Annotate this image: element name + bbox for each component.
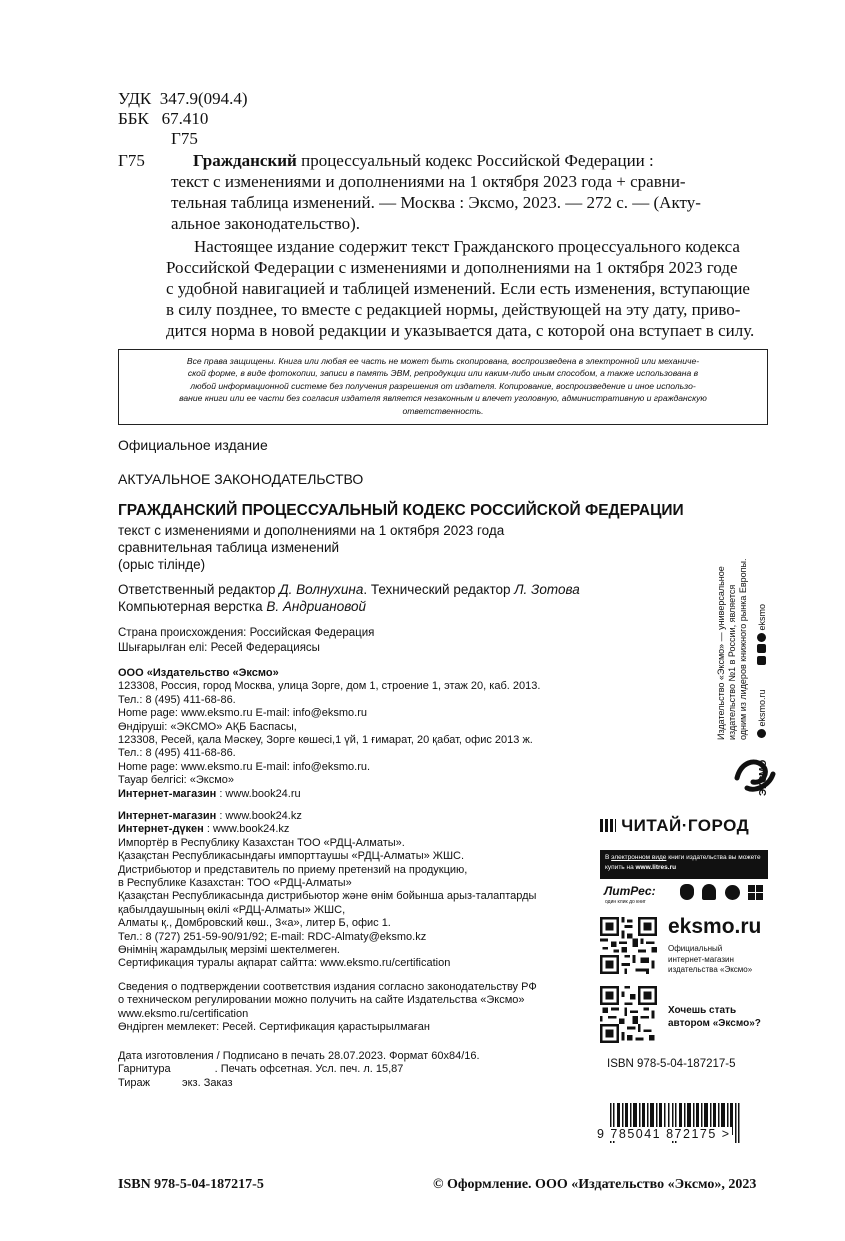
footer-isbn: ISBN 978-5-04-187217-5 <box>118 1177 264 1192</box>
eksmo-shop-desc <box>668 944 752 976</box>
series-name: АКТУАЛЬНОЕ ЗАКОНОДАТЕЛЬСТВО <box>118 471 364 487</box>
footer-copyright: © Оформление. ООО «Издательство «Эксмо», 2023 <box>433 1177 757 1192</box>
rights-line: вание книги или ее части без согласия издателя является незаконным и влечет уголовную, административную и гражданскую <box>179 393 707 404</box>
annotation-line: тельная таблица изменений. — Москва : Эксмо, 2023. — 272 с. — (Акту- <box>171 193 701 212</box>
rights-line: ответственность. <box>402 405 484 416</box>
kz-line: қабылдаушының өкілі «РДЦ-Алматы» ЖШС, <box>118 903 346 916</box>
description-line: дится норма в новой редакции и указывается дата, с которой она вступает в силу. <box>166 321 755 340</box>
litres-tagline: один клик до книг <box>605 899 646 905</box>
eksmo-site: eksmo.ru <box>668 915 762 938</box>
publisher-line: Home page: www.eksmo.ru E-mail: info@eksmo.ru <box>118 707 367 720</box>
kz-line: Сертификация туралы ақпарат сайтта: www.eksmo.ru/certification <box>118 957 451 970</box>
slogan-line: одним из лидеров книжного рынка Европы. <box>738 558 748 740</box>
kz-line: Қазақстан Республикасындағы импорттаушы «РДЦ-Алматы» ЖШС. <box>118 850 465 863</box>
official-edition: Официальное издание <box>118 437 268 453</box>
udk-label: УДК <box>118 89 152 108</box>
blackberry-icon <box>725 885 740 900</box>
print-method: . Печать офсетная. Усл. печ. л. 15,87 <box>214 1063 404 1076</box>
layout-line <box>118 598 580 615</box>
shop-desc-line: интернет-магазин <box>668 954 734 964</box>
resp-editor-label: Ответственный редактор <box>118 582 280 597</box>
shop-label: Интернет-магазин <box>118 787 217 800</box>
bbk-value: 67.410 <box>161 109 209 128</box>
shop-desc-line: Официальный <box>668 944 723 953</box>
vk-icon <box>757 656 766 665</box>
litres-url: www.litres.ru <box>635 864 677 871</box>
subtitle <box>118 522 504 573</box>
litres-line-1 <box>605 853 763 863</box>
eksmo-logo-text: ЭКСМО <box>758 759 769 796</box>
globe-icon <box>757 729 766 738</box>
publisher-line: Өндіруші: «ЭКСМО» АҚБ Баспасы, <box>118 720 297 733</box>
subtitle-line: (орыс тілінде) <box>118 557 206 572</box>
author-line: автором «Эксмо»? <box>668 1018 761 1029</box>
publisher-line: Тауар белгісі: «Эксмо» <box>118 774 235 787</box>
bbk-label: ББК <box>118 109 149 128</box>
litres-buy: купить на <box>605 864 636 871</box>
publisher-line: Home page: www.eksmo.ru E-mail: info@eksmo.ru. <box>118 760 371 773</box>
litres-line-2 <box>605 863 763 873</box>
tech-editor-label: . Технический редактор <box>363 582 515 597</box>
subtitle-line: сравнительная таблица изменений <box>118 540 340 555</box>
annotation-description <box>166 236 768 341</box>
layout-name: В. Андриановой <box>266 599 366 614</box>
kz-line: Тел.: 8 (727) 251-59-90/91/92; E-mail: RDC-Almaty@eksmo.kz <box>118 930 427 943</box>
kz-shop2-line <box>118 823 536 836</box>
author-line: Хочешь стать <box>668 1005 737 1016</box>
run-label: Тираж <box>118 1076 150 1089</box>
author-invite <box>668 1004 761 1030</box>
cert-line: о техническом регулировании можно получить на сайте Издательства «Эксмо» <box>118 994 525 1007</box>
chitai-gorod-logo <box>600 816 749 836</box>
description-line: Российской Федерации с изменениями и дополнениями на 1 октября 2023 годе <box>166 258 738 277</box>
publisher-line: 123308, Ресей, қала Мәскеу, Зорге көшесі,1 үй, 1 ғимарат, 20 қабат, офис 2013 ж. <box>118 734 533 747</box>
kz-shop2-value: : www.book24.kz <box>203 823 290 836</box>
annotation <box>171 150 768 234</box>
origin <box>118 626 374 656</box>
annotation-line: текст с изменениями и дополнениями на 1 октября 2023 года + сравни- <box>171 172 686 191</box>
rights-line: любой информационной системе без получения разрешения от издателя. Копирование, воспроизведение и иное использо- <box>190 380 696 391</box>
book-title: ГРАЖДАНСКИЙ ПРОЦЕССУАЛЬНЫЙ КОДЕКС РОССИЙСКОЙ ФЕДЕРАЦИИ <box>118 502 684 519</box>
subtitle-line: текст с изменениями и дополнениями на 1 октября 2023 года <box>118 523 505 538</box>
author-sign: Г75 <box>171 129 198 148</box>
publisher-line: 123308, Россия, город Москва, улица Зорге, дом 1, строение 1, этаж 20, каб. 2013. <box>118 680 541 693</box>
social-line <box>757 604 768 665</box>
order-label: экз. Заказ <box>181 1076 233 1089</box>
kz-line: Импортёр в Республику Казахстан ТОО «РДЦ-Алматы». <box>118 836 405 849</box>
right-isbn: ISBN 978-5-04-187217-5 <box>607 1058 736 1070</box>
kz-line: в Республике Казахстан: ТОО «РДЦ-Алматы» <box>118 877 352 890</box>
editors-line <box>118 581 580 598</box>
resp-editor-name: Д. Волнухина <box>279 582 364 597</box>
origin-line: Страна происхождения: Российская Федерация <box>118 627 375 639</box>
print-line-2 <box>118 1063 480 1076</box>
print-line: Дата изготовления / Подписано в печать 28.07.2023. Формат 60x84/16. <box>118 1050 480 1062</box>
ok-icon <box>757 644 766 653</box>
print-block <box>118 1050 480 1090</box>
origin-line: Шығарылған елі: Ресей Федерациясы <box>118 642 320 654</box>
rights-line: Все права защищены. Книга или любая ее часть не может быть скопирована, воспроизведена в электронной или механиче- <box>186 356 700 366</box>
site-handle: eksmo.ru <box>757 689 767 727</box>
kz-line: Қазақстан Республикасында дистрибьютор және өнім бойынша арыз-талаптарды <box>118 890 537 903</box>
udk-value: 347.9(094.4) <box>159 89 248 108</box>
kz-line: Дистрибьютор и представитель по приему претензий на продукцию, <box>118 863 468 876</box>
publisher-line: Тел.: 8 (495) 411-68-86. <box>118 747 236 760</box>
annotation-sign: Г75 <box>118 151 145 170</box>
kz-block <box>118 810 536 971</box>
slogan-line: Издательство «Эксмо» — универсальное <box>716 566 726 740</box>
annotation-title-line <box>171 150 768 171</box>
publisher-line: Тел.: 8 (495) 411-68-86. <box>118 693 236 706</box>
kz-line: Алматы қ., Домбровский көш., 3«а», литер Б, офис 1. <box>118 917 391 930</box>
tech-editor-name: Л. Зотова <box>514 582 580 597</box>
litres-prefix: В <box>605 854 612 861</box>
litres-link: электронном виде <box>611 854 667 861</box>
print-line-3 <box>118 1077 480 1090</box>
bbk-line <box>118 108 208 129</box>
annotation-line: альное законодательство). <box>171 214 361 233</box>
cert-line: Сведения о подтверждении соответствия издания согласно законодательству РФ <box>118 981 537 993</box>
chitai-gorod-name: ЧИТАЙ·ГОРОД <box>621 816 750 835</box>
udk-line <box>118 88 248 109</box>
publisher-name: ООО «Издательство «Эксмо» <box>118 667 279 679</box>
kz-line: Өнімнің жарамдылық мерзімі шектелмеген. <box>118 944 340 957</box>
cert-block <box>118 981 537 1035</box>
kz-shop2-label: Интернет-дүкен <box>118 823 204 836</box>
litres-logo: ЛитРес: <box>604 884 656 898</box>
description-line: с удобной навигацией и таблицей изменений. Если есть изменения, вступающие <box>166 279 750 298</box>
store-icons <box>680 884 763 905</box>
kz-shop-line <box>118 810 536 823</box>
cert-line: Өндірген мемлекет: Ресей. Сертификация қарастырылмаған <box>118 1021 430 1034</box>
annotation-title-rest: процессуальный кодекс Российской Федерации : <box>296 151 654 170</box>
annotation-title-bold: Гражданский <box>193 151 297 170</box>
layout-label: Компьютерная верстка <box>118 599 267 614</box>
rights-line: ской форме, в виде фотокопии, записи в память ЭВМ, репродукции или каким-либо иным способом, а также использована в <box>187 368 699 379</box>
eksmo-slogan <box>716 559 749 740</box>
editors <box>118 581 580 615</box>
author-qr-icon <box>600 986 657 1043</box>
social-handle: eksmo <box>757 603 767 631</box>
kz-shop-label: Интернет-магазин <box>118 810 217 822</box>
litres-banner <box>600 850 768 879</box>
litres-suffix: книги издательства вы можете <box>666 854 761 861</box>
shop-desc-line: издательства «Эксмо» <box>668 965 753 974</box>
font-label: Гарнитура <box>118 1063 171 1076</box>
shop-value: : www.book24.ru <box>216 787 301 800</box>
description-line: Настоящее издание содержит текст Гражданского процессуального кодекса <box>194 237 740 256</box>
description-line: в силу позднее, то вместе с редакцией нормы, действующей на эту дату, приво- <box>166 300 741 319</box>
publisher-block <box>118 667 540 801</box>
windows-icon <box>748 885 763 900</box>
eksmo-shop-qr-icon <box>600 917 657 974</box>
chitai-gorod-icon <box>600 819 616 832</box>
shop-line <box>118 788 540 801</box>
apple-icon <box>680 884 694 900</box>
site-line <box>757 689 768 738</box>
slogan-line: издательство №1 в России, является <box>727 584 737 740</box>
kz-shop-value: : www.book24.kz <box>216 810 302 822</box>
telegram-icon <box>757 633 766 642</box>
barcode-digits: 9 785041 872175 > <box>597 1127 731 1141</box>
rights-notice <box>118 349 768 425</box>
cert-line: www.eksmo.ru/certification <box>118 1007 249 1020</box>
android-icon <box>702 884 716 900</box>
eksmo-logo-icon <box>733 748 779 796</box>
